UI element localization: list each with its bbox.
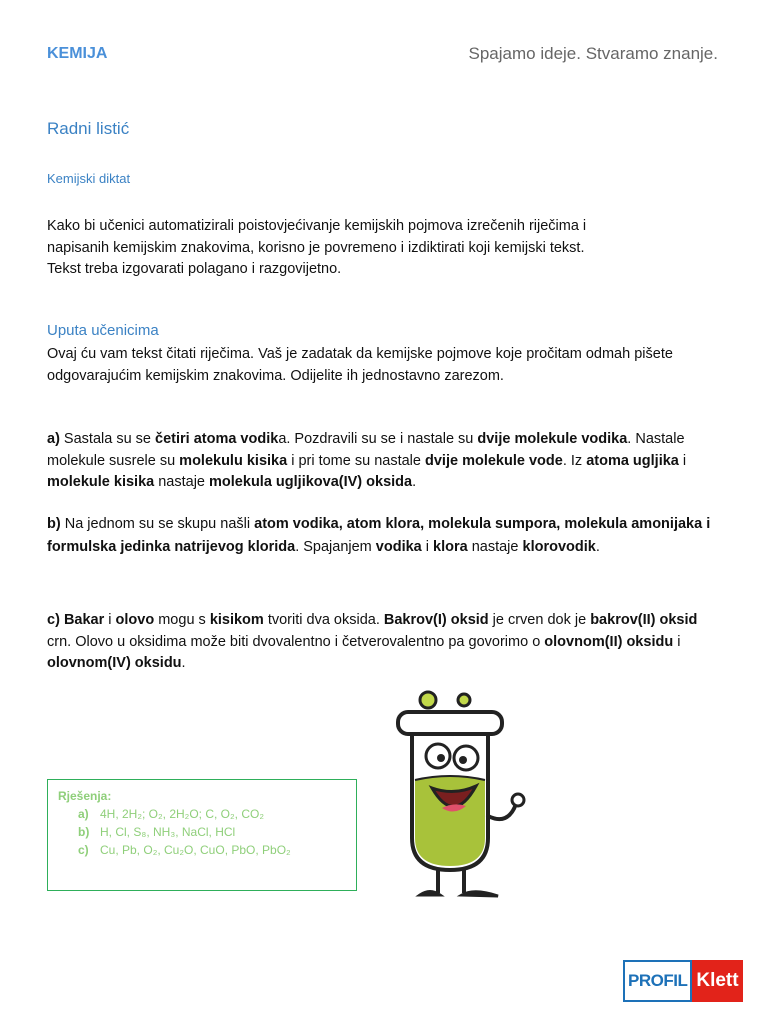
task-key-term: molekula ugljikova(IV) oksida — [209, 474, 413, 490]
publisher-tagline: Spajamo ideje. Stvaramo znanje. — [468, 44, 718, 63]
task-text: . — [181, 655, 186, 671]
solution-label: b) — [78, 825, 90, 839]
page-subtitle: Kemijski diktat — [47, 171, 131, 186]
solution-text: H, Cl, S₈, NH₃, NaCl, HCl — [100, 825, 236, 839]
task-text: a. Pozdravili su se i nastale su — [278, 431, 478, 447]
intro-line: Tekst treba izgovarati polagano i razgovijetno. — [47, 261, 342, 277]
task-key-term: molekule kisika — [47, 474, 155, 490]
page-title: Radni listić — [47, 119, 130, 138]
task-text: nastaje — [154, 474, 210, 490]
intro-line: Kako bi učenici automatizirali poistovjećivanje kemijskih pojmova izrečenih riječima i — [47, 218, 587, 234]
task-key-term: klorovodik — [522, 539, 596, 555]
task-text: . Nastale molekule susrele su — [47, 431, 685, 469]
solution-row — [58, 841, 346, 859]
task-key-term: kisikom — [209, 612, 264, 628]
instructions-heading: Uputa učenicima — [47, 322, 159, 339]
test-tube-mascot-icon — [368, 688, 538, 903]
task-c — [47, 610, 723, 675]
task-text: i — [421, 539, 434, 555]
task-key-term: olovnom(II) oksidu — [544, 633, 674, 650]
task-text: i — [673, 633, 681, 650]
task-label: c) — [47, 612, 60, 628]
task-key-term: vodika — [375, 539, 422, 555]
task-text: nastaje — [467, 539, 523, 555]
task-text: je crven dok je — [488, 612, 591, 628]
subject-label: KEMIJA — [47, 45, 108, 62]
task-key-term: bakrov(II) oksid — [590, 612, 698, 628]
task-text: i — [104, 612, 116, 628]
task-key-term: Bakrov(I) oksid — [383, 612, 489, 628]
task-key-term: olovo — [115, 612, 155, 628]
task-a — [47, 429, 723, 494]
instructions-text: Ovaj ću vam tekst čitati riječima. Vaš je zadatak da kemijske pojmove koje pročitam odmah pišete odgovarajućim kemijskim znakovima. Odijelite ih jednostavno zarezom. — [47, 346, 673, 384]
task-text: Sastala su se — [59, 431, 156, 447]
task-text: . Iz — [562, 452, 587, 469]
solution-row — [58, 823, 346, 841]
task-text: . Spajanjem — [295, 539, 376, 555]
task-text: mogu s — [154, 612, 210, 628]
solutions-title: Rješenja: — [58, 789, 112, 803]
solution-row — [58, 805, 346, 823]
task-key-term: dvije molekule vode — [425, 452, 563, 469]
solution-label: a) — [78, 807, 89, 821]
task-text: crn. Olovo u oksidima može biti dvovalentno i četverovalentno pa govorimo o — [47, 633, 545, 650]
task-key-term: četiri atoma vodik — [155, 431, 279, 447]
solution-label: c) — [78, 843, 89, 857]
task-key-term: atoma ugljika — [586, 452, 679, 469]
task-text: i pri tome su nastale — [287, 452, 425, 469]
logo-klett: Klett — [692, 960, 742, 1002]
task-text: . — [595, 539, 600, 555]
intro-paragraph — [47, 216, 723, 281]
logo-profil: PROFIL — [623, 960, 692, 1002]
task-key-term: dvije molekule vodika — [477, 431, 628, 447]
task-key-term: molekulu kisika — [179, 452, 288, 469]
task-text: Na jednom su se skupu našli — [60, 516, 255, 532]
task-text: i — [678, 452, 687, 469]
task-key-term: klora — [433, 539, 468, 555]
publisher-logo — [623, 960, 743, 1002]
solution-text: Cu, Pb, O₂, Cu₂O, CuO, PbO, PbO₂ — [100, 843, 291, 857]
task-b — [47, 513, 723, 559]
task-key-term: atom vodika, atom klora, molekula sumpora, molekula amonijaka i formulska jedinka natrijevog klorida — [47, 516, 711, 555]
task-key-term: olovnom(IV) oksidu — [47, 655, 182, 671]
intro-line: napisanih kemijskim znakovima, korisno je povremeno i izdiktirati koji kemijski tekst. — [47, 239, 585, 256]
solutions-box — [47, 779, 357, 891]
solution-text: 4H, 2H₂; O₂, 2H₂O; C, O₂, CO₂ — [100, 807, 264, 821]
task-key-term: Bakar — [63, 612, 105, 628]
task-text: tvoriti dva oksida. — [263, 612, 384, 628]
task-text: . — [412, 474, 417, 490]
task-label: b) — [47, 516, 61, 532]
task-label: a) — [47, 431, 60, 447]
